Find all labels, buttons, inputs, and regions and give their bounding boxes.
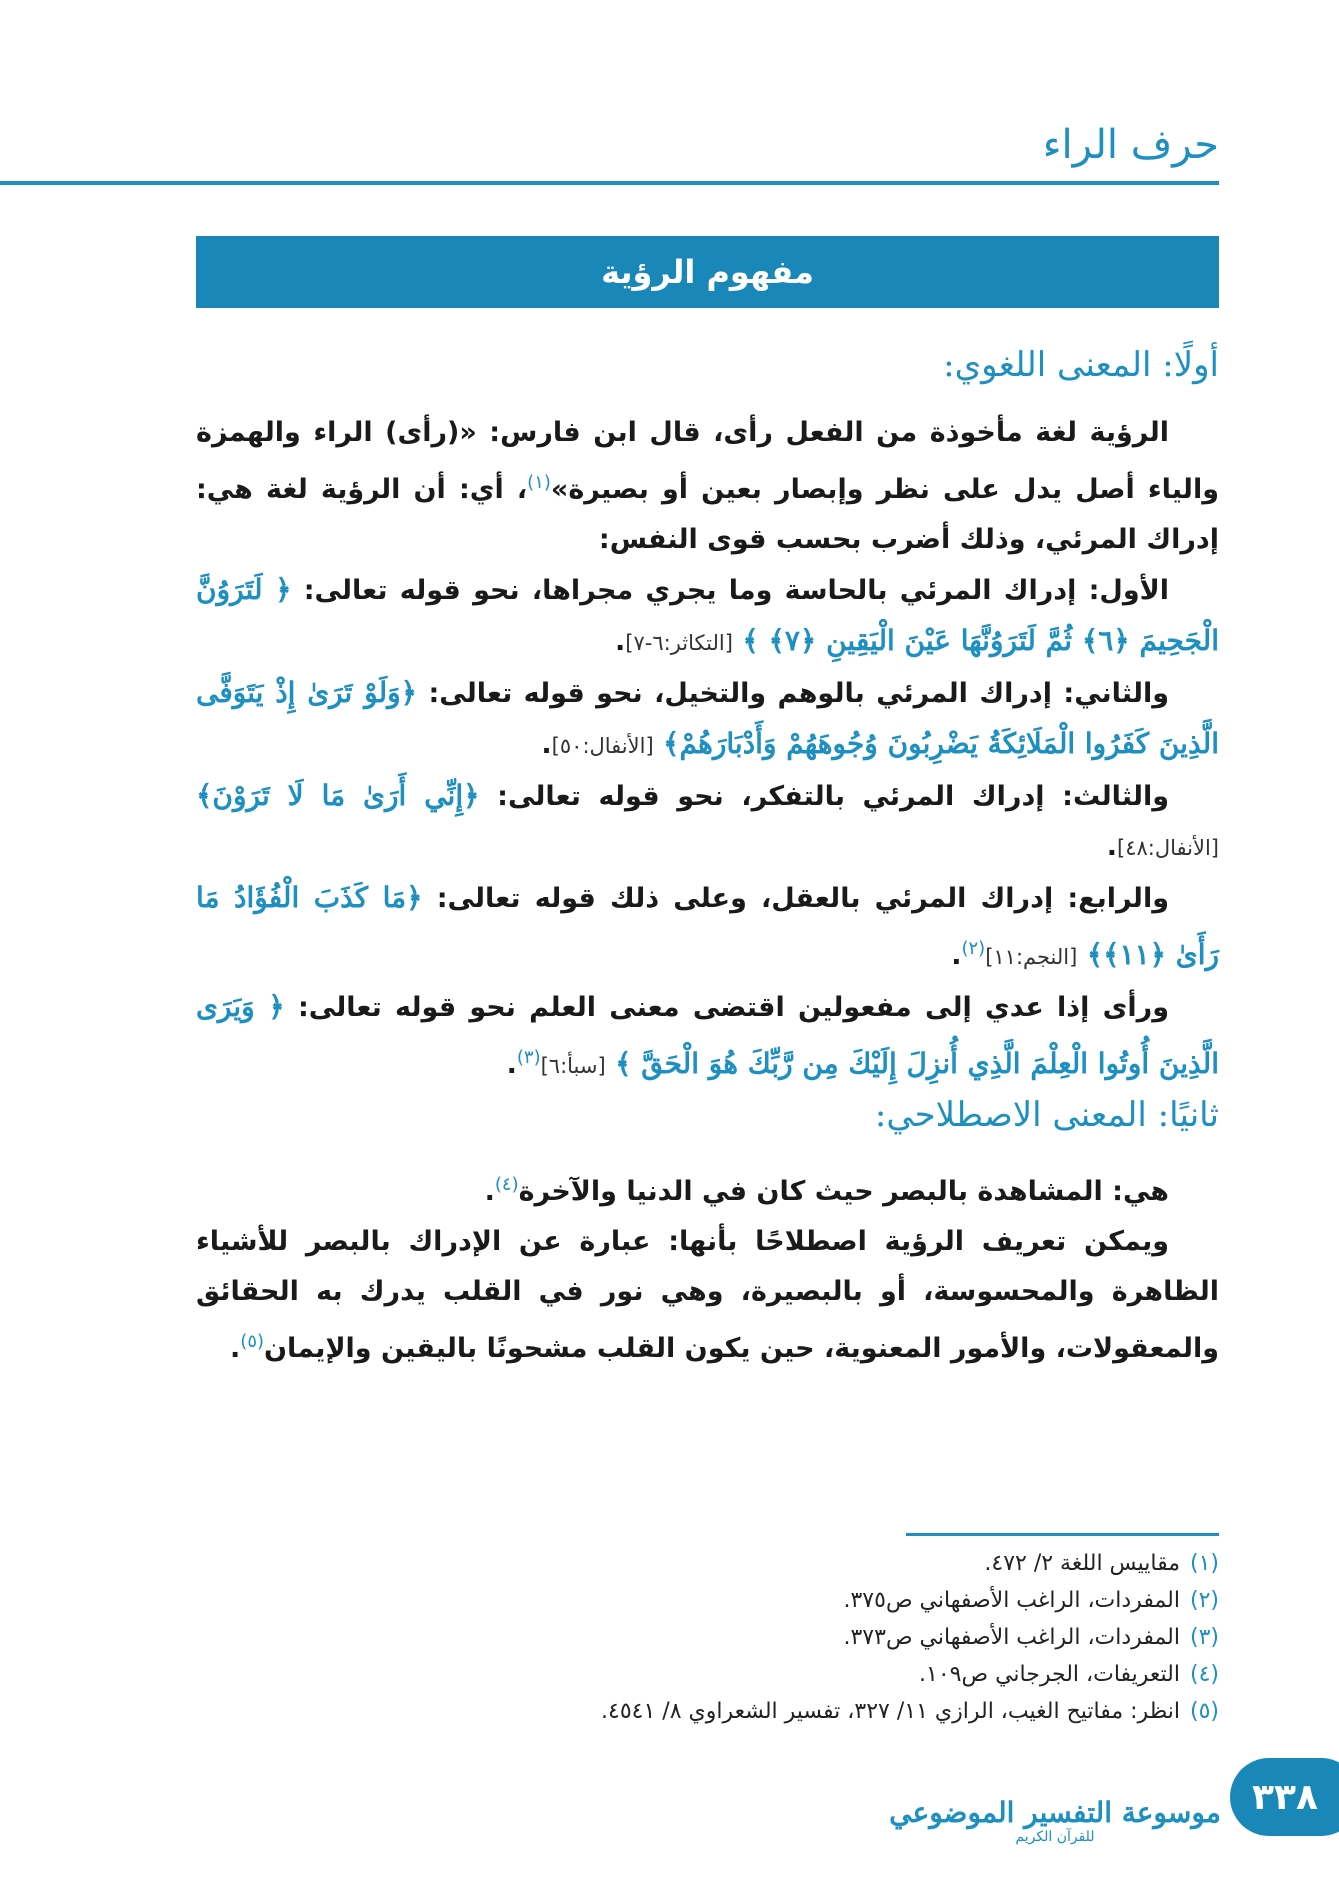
footnote-ref[interactable]: (٢) xyxy=(961,938,986,959)
verse-reference: [الأنفال:٤٨] xyxy=(1117,836,1219,860)
chapter-banner xyxy=(196,236,1219,308)
footnote-number: (٣) xyxy=(1189,1625,1219,1650)
running-head: حرف الراء xyxy=(1042,122,1219,168)
footnote-text: التعريفات، الجرجاني ص١٠٩. xyxy=(919,1662,1180,1687)
quran-verse: ﴿وَلَوْ تَرَىٰ إِذْ يَتَوَفَّى الَّذِينَ كَفَرُوا الْمَلَائِكَةُ يَضْرِبُونَ وُجُوهَهُمْ وَأَدْبَارَهُمْ﴾ xyxy=(196,676,1219,760)
footnote-item xyxy=(196,1656,1219,1693)
footnote-item xyxy=(196,1693,1219,1730)
linguistic-section-body xyxy=(196,408,1219,1091)
paragraph: والثالث: إدراك المرئي بالتفكر، نحو قوله تعالى: ﴿إِنِّي أَرَىٰ مَا لَا تَرَوْنَ﴾ [الأنفال:٤٨]. xyxy=(196,779,1219,862)
paragraph-text: ويمكن تعريف الرؤية اصطلاحًا بأنها: عبارة عن الإدراك بالبصر للأشياء الظاهرة والمحسوسة، أو بالبصيرة، وهي نور في القلب يدرك به الحقائق والمعقولات، والأمور المعنوية، حين يكون القلب مشحونًا باليقين والإيمان xyxy=(196,1226,1219,1364)
page-number xyxy=(1230,1758,1339,1836)
footnote-ref[interactable]: (١) xyxy=(527,472,551,493)
paragraph-text: إدراك المرئي بالحاسة وما يجري مجراها، نحو قوله تعالى: xyxy=(291,575,1089,606)
paragraph-text: إدراك المرئي بالعقل، وعلى ذلك قوله تعالى: xyxy=(422,883,1068,914)
footnote-text: انظر: مفاتيح الغيب، الرازي ١١/ ٣٢٧، تفسير الشعراوي ٨/ ٤٥٤١. xyxy=(601,1699,1180,1724)
verse-reference: [سبأ:٦] xyxy=(540,1054,606,1078)
quran-verse: ﴿مَا كَذَبَ الْفُؤَادُ مَا رَأَىٰ ﴿١١﴾﴾ xyxy=(196,881,1219,971)
paragraph: ورأى إذا عدي إلى مفعولين اقتضى معنى العلم نحو قوله تعالى: ﴿ وَيَرَى الَّذِينَ أُوتُوا الْعِلْمَ الَّذِي أُنزِلَ إِلَيْكَ مِن رَّبِّكَ هُوَ الْحَقَّ ﴾ [سبأ:٦]$^{(٣)}$. xyxy=(196,990,1219,1080)
paragraph-text: هي: المشاهدة بالبصر حيث كان في الدنيا والآخرة xyxy=(518,1176,1169,1207)
logo-subtitle: للقرآن الكريم xyxy=(1015,1828,1095,1845)
quran-verse: ﴿ وَيَرَى الَّذِينَ أُوتُوا الْعِلْمَ الَّذِي أُنزِلَ إِلَيْكَ مِن رَّبِّكَ هُوَ الْحَقَّ ﴾ xyxy=(196,990,1219,1080)
paragraph-text: ، أي: أن الرؤية لغة هي: إدراك المرئي، وذلك أضرب بحسب قوى النفس: xyxy=(196,474,1219,555)
section-heading-linguistic: أولًا: المعنى اللغوي: xyxy=(943,345,1219,385)
paragraph xyxy=(196,408,1219,565)
footnote-number: (١) xyxy=(1189,1551,1219,1576)
paragraph: ويمكن تعريف الرؤية اصطلاحًا بأنها: عبارة عن الإدراك بالبصر للأشياء الظاهرة والمحسوسة، أو بالبصيرة، وهي نور في القلب يدرك به الحقائق والمعقولات، والأمور المعنوية، حين يكون القلب مشحونًا باليقين والإيمان$^{(٥)}$. xyxy=(196,1226,1219,1364)
footnote-rule xyxy=(906,1533,1219,1536)
paragraph: هي: المشاهدة بالبصر حيث كان في الدنيا والآخرة$^{(٤)}$. xyxy=(484,1174,1169,1207)
paragraph-lead: والثالث: xyxy=(1062,781,1170,812)
footnote-ref[interactable]: (٤) xyxy=(494,1174,519,1195)
quran-verse: ﴿ لَتَرَوُنَّ الْجَحِيمَ ﴿٦﴾ ثُمَّ لَتَرَوُنَّهَا عَيْنَ الْيَقِينِ ﴿٧﴾ ﴾ xyxy=(196,573,1219,657)
footnote-number: (٥) xyxy=(1189,1699,1219,1724)
footnote-text: المفردات، الراغب الأصفهاني ص٣٧٥. xyxy=(843,1588,1180,1613)
paragraph-lead: والثاني: xyxy=(1063,678,1170,709)
verse-reference: [النجم:١١] xyxy=(985,945,1078,969)
page-number-text: ٣٣٨ xyxy=(1252,1776,1318,1818)
logo-title: موسوعة التفسير الموضوعي xyxy=(889,1795,1221,1829)
footnote-number: (٤) xyxy=(1189,1662,1219,1687)
paragraph-text: إدراك المرئي بالتفكر، نحو قوله تعالى: xyxy=(479,781,1063,812)
section-heading-technical: ثانيًا: المعنى الاصطلاحي: xyxy=(874,1095,1219,1135)
paragraph-text: ورأى إذا عدي إلى مفعولين اقتضى معنى العلم نحو قوله تعالى: xyxy=(284,992,1169,1023)
footnote-ref[interactable]: (٣) xyxy=(516,1047,541,1068)
footnote-number: (٢) xyxy=(1189,1588,1219,1613)
footnote-item xyxy=(196,1545,1219,1582)
paragraph-text: الرؤية لغة مأخوذة من الفعل رأى، قال ابن فارس: «(رأى) الراء والهمزة والياء أصل يدل على نظر وإبصار بعين أو بصيرة» xyxy=(196,417,1219,505)
paragraph-lead: الأول: xyxy=(1088,575,1169,606)
paragraph-lead: والرابع: xyxy=(1067,883,1169,914)
footnote-ref[interactable]: (٥) xyxy=(240,1331,265,1352)
footnote-item xyxy=(196,1619,1219,1656)
verse-reference: [التكاثر:٦-٧] xyxy=(625,631,733,655)
footnotes xyxy=(196,1545,1219,1730)
encyclopedia-logo xyxy=(889,1775,1221,1865)
paragraph: والثاني: إدراك المرئي بالوهم والتخيل، نحو قوله تعالى: ﴿وَلَوْ تَرَىٰ إِذْ يَتَوَفَّى الَّذِينَ كَفَرُوا الْمَلَائِكَةُ يَضْرِبُونَ وُجُوهَهُمْ وَأَدْبَارَهُمْ﴾ [الأنفال:٥٠]. xyxy=(196,676,1219,760)
paragraph-text: إدراك المرئي بالوهم والتخيل، نحو قوله تعالى: xyxy=(417,678,1064,709)
technical-section-body xyxy=(196,1160,1219,1374)
footnote-text: المفردات، الراغب الأصفهاني ص٣٧٣. xyxy=(843,1625,1180,1650)
header-rule xyxy=(0,181,1219,185)
banner-title: مفهوم الرؤية xyxy=(601,253,814,291)
paragraph: والرابع: إدراك المرئي بالعقل، وعلى ذلك قوله تعالى: ﴿مَا كَذَبَ الْفُؤَادُ مَا رَأَىٰ ﴿١١﴾﴾ [النجم:١١]$^{(٢)}$. xyxy=(196,881,1219,971)
verse-reference: [الأنفال:٥٠] xyxy=(551,734,654,758)
paragraph: الأول: إدراك المرئي بالحاسة وما يجري مجراها، نحو قوله تعالى: ﴿ لَتَرَوُنَّ الْجَحِيمَ ﴿٦﴾ ثُمَّ لَتَرَوُنَّهَا عَيْنَ الْيَقِينِ ﴿٧﴾ ﴾ [التكاثر:٦-٧]. xyxy=(196,573,1219,657)
footnote-text: مقاييس اللغة ٢/ ٤٧٢. xyxy=(984,1551,1180,1576)
footnote-item xyxy=(196,1582,1219,1619)
quran-verse: ﴿إِنِّي أَرَىٰ مَا لَا تَرَوْنَ﴾ xyxy=(196,779,480,812)
